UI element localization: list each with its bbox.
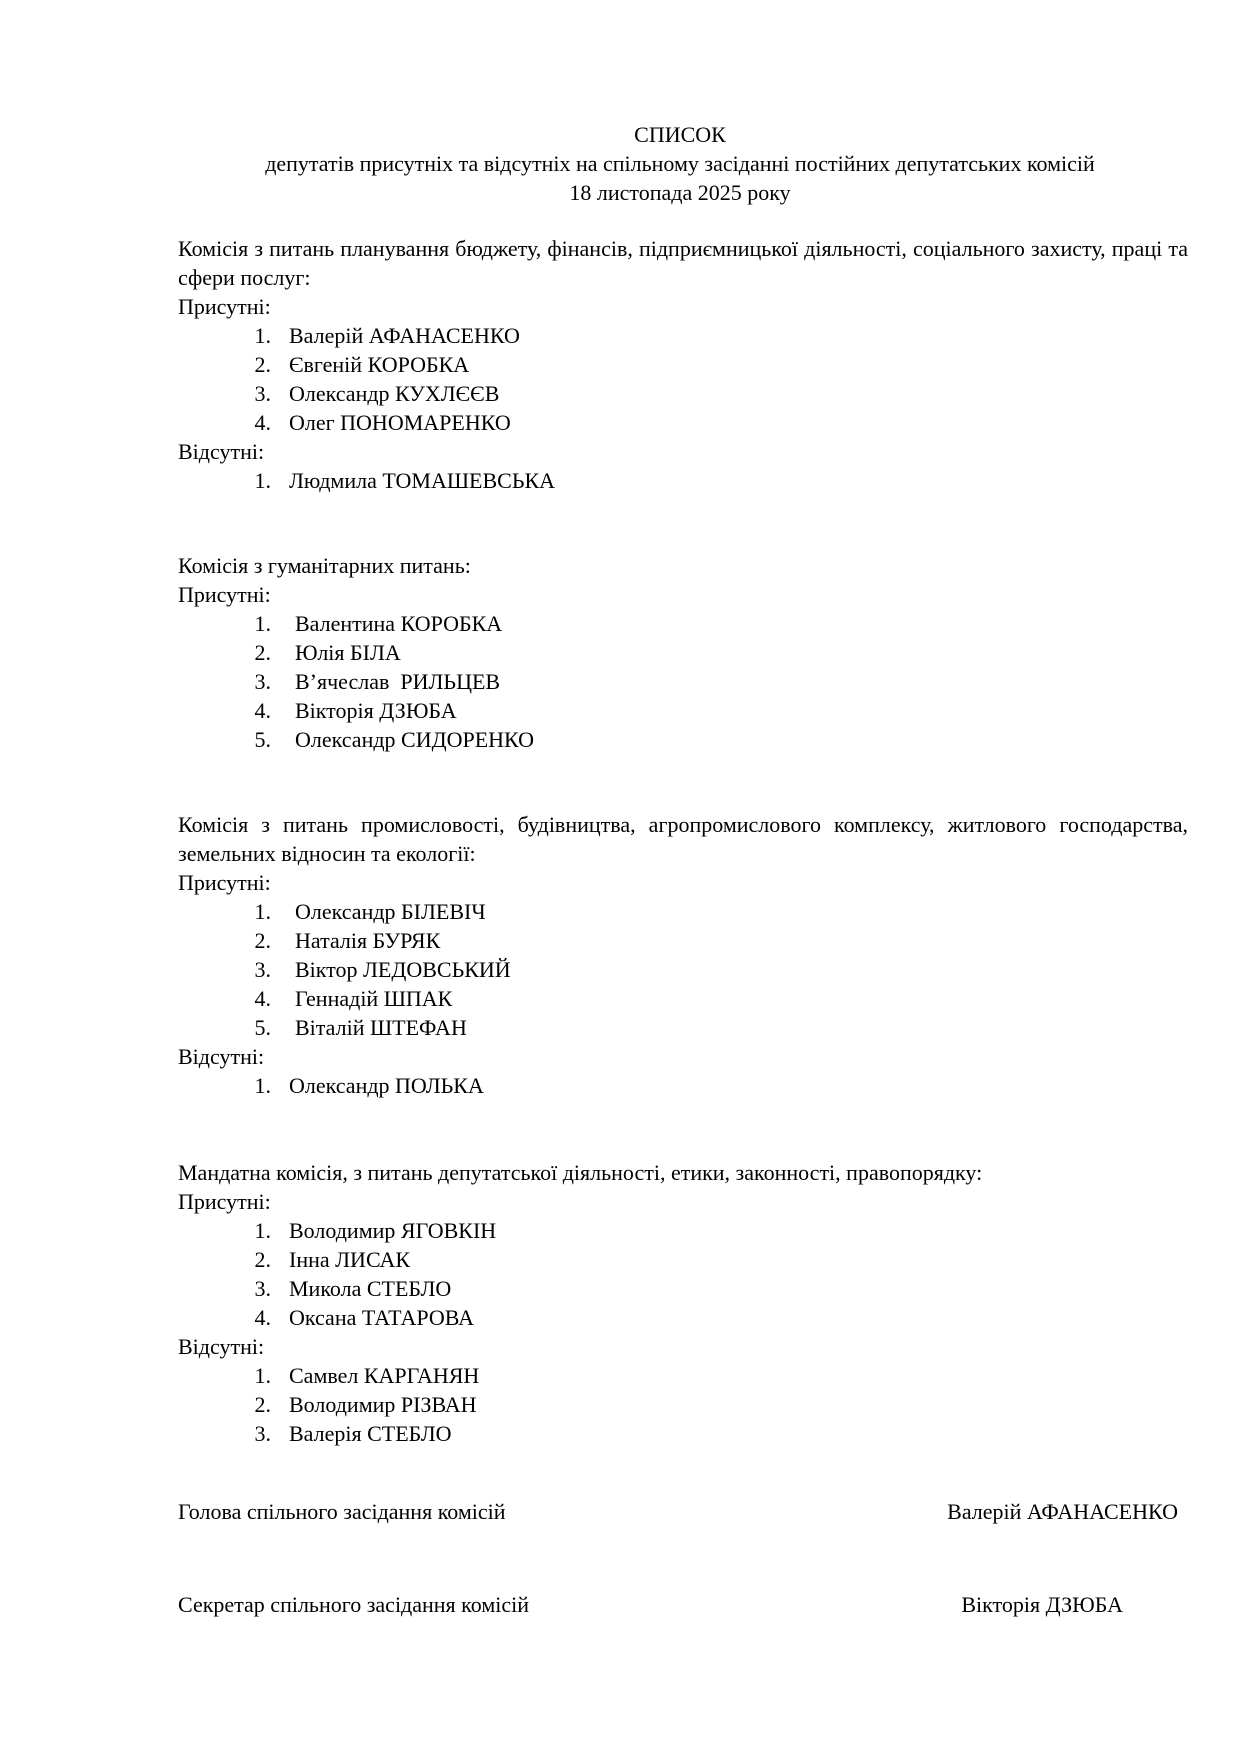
item-number: 3. (254, 381, 271, 406)
list-item (178, 1274, 1188, 1303)
present-list (178, 1216, 1188, 1332)
list-item (178, 926, 1188, 955)
member-name: Віктор ЛЕДОВСЬКИЙ (295, 957, 511, 982)
item-number: 3. (254, 957, 271, 982)
member-name: Валерій АФАНАСЕНКО (289, 323, 520, 348)
list-item (178, 1390, 1188, 1419)
list-item (178, 609, 1188, 638)
item-number: 1. (254, 323, 271, 348)
member-name: Валентина КОРОБКА (295, 611, 503, 636)
present-label: Присутні: (178, 1189, 271, 1214)
present-list (178, 609, 1188, 754)
item-number: 3. (254, 1421, 271, 1446)
document-subtitle: депутатів присутніх та відсутніх на спільному засіданні постійних депутатських комісій (265, 151, 1095, 176)
list-item (178, 1419, 1188, 1448)
item-number: 3. (254, 669, 271, 694)
member-name: Самвел КАРГАНЯН (289, 1363, 480, 1388)
document-title: СПИСОК (634, 122, 726, 147)
absent-label: Відсутні: (178, 1334, 265, 1359)
commission-industry (178, 810, 1188, 1100)
list-item (178, 696, 1188, 725)
member-name: Валерія СТЕБЛО (289, 1421, 452, 1446)
member-name: Людмила ТОМАШЕВСЬКА (289, 468, 556, 493)
item-number: 2. (254, 1392, 271, 1417)
list-item (178, 379, 1188, 408)
commission-title: Комісія з питань промисловості, будівництва, агропромислового комплексу, житлового господарства, земельних відносин та екології: (178, 812, 1188, 866)
member-name: Інна ЛИСАК (289, 1247, 411, 1272)
commission-title: Мандатна комісія, з питань депутатської діяльності, етики, законності, правопорядку: (178, 1160, 983, 1185)
chair-name: Валерій АФАНАСЕНКО (947, 1499, 1178, 1524)
secretary-role: Секретар спільного засідання комісій (178, 1592, 530, 1617)
secretary-name: Вікторія ДЗЮБА (961, 1592, 1123, 1617)
list-item (178, 638, 1188, 667)
absent-list (178, 1361, 1188, 1448)
item-number: 2. (254, 928, 271, 953)
member-name: Геннадій ШПАК (295, 986, 453, 1011)
chair-role: Голова спільного засідання комісій (178, 1499, 506, 1524)
member-name: Олександр БІЛЕВІЧ (295, 899, 486, 924)
member-name: В’ячеслав РИЛЬЦЕВ (295, 669, 501, 694)
document-header (180, 120, 1180, 207)
list-item (178, 408, 1188, 437)
commission-title: Комісія з питань планування бюджету, фінансів, підприємницької діяльності, соціального захисту, праці та сфери послуг: (178, 236, 1188, 290)
list-item (178, 1361, 1188, 1390)
item-number: 3. (254, 1276, 271, 1301)
list-item (178, 984, 1188, 1013)
list-item (178, 1013, 1188, 1042)
item-number: 2. (254, 640, 271, 665)
commission-budget (178, 234, 1188, 495)
present-label: Присутні: (178, 870, 271, 895)
document-date: 18 листопада 2025 року (569, 180, 791, 205)
present-list (178, 321, 1188, 437)
list-item (178, 350, 1188, 379)
list-item (178, 1071, 1188, 1100)
list-item (178, 466, 1188, 495)
member-name: Володимир РІЗВАН (289, 1392, 477, 1417)
member-name: Вікторія ДЗЮБА (295, 698, 457, 723)
commission-mandate (178, 1158, 1188, 1448)
member-name: Володимир ЯГОВКІН (289, 1218, 497, 1243)
member-name: Віталій ШТЕФАН (295, 1015, 467, 1040)
item-number: 1. (254, 1363, 271, 1388)
present-label: Присутні: (178, 294, 271, 319)
item-number: 5. (254, 727, 271, 752)
list-item (178, 321, 1188, 350)
list-item (178, 725, 1188, 754)
member-name: Олександр ПОЛЬКА (289, 1073, 484, 1098)
absent-label: Відсутні: (178, 439, 265, 464)
present-label: Присутні: (178, 582, 271, 607)
list-item (178, 1303, 1188, 1332)
item-number: 1. (254, 468, 271, 493)
member-name: Олександр СИДОРЕНКО (295, 727, 535, 752)
list-item (178, 1245, 1188, 1274)
item-number: 1. (254, 611, 271, 636)
member-name: Євгеній КОРОБКА (289, 352, 470, 377)
member-name: Олег ПОНОМАРЕНКО (289, 410, 511, 435)
absent-list (178, 466, 1188, 495)
absent-list (178, 1071, 1188, 1100)
member-name: Наталія БУРЯК (295, 928, 441, 953)
present-list (178, 897, 1188, 1042)
member-name: Оксана ТАТАРОВА (289, 1305, 474, 1330)
item-number: 4. (254, 410, 271, 435)
item-number: 2. (254, 1247, 271, 1272)
absent-label: Відсутні: (178, 1044, 265, 1069)
item-number: 4. (254, 698, 271, 723)
commission-title: Комісія з гуманітарних питань: (178, 553, 471, 578)
item-number: 1. (254, 1073, 271, 1098)
list-item (178, 955, 1188, 984)
item-number: 1. (254, 1218, 271, 1243)
list-item (178, 1216, 1188, 1245)
item-number: 1. (254, 899, 271, 924)
list-item (178, 667, 1188, 696)
item-number: 5. (254, 1015, 271, 1040)
commission-humanitarian (178, 551, 1188, 754)
member-name: Олександр КУХЛЄЄВ (289, 381, 500, 406)
list-item (178, 897, 1188, 926)
item-number: 2. (254, 352, 271, 377)
member-name: Юлія БІЛА (295, 640, 401, 665)
item-number: 4. (254, 1305, 271, 1330)
member-name: Микола СТЕБЛО (289, 1276, 452, 1301)
item-number: 4. (254, 986, 271, 1011)
